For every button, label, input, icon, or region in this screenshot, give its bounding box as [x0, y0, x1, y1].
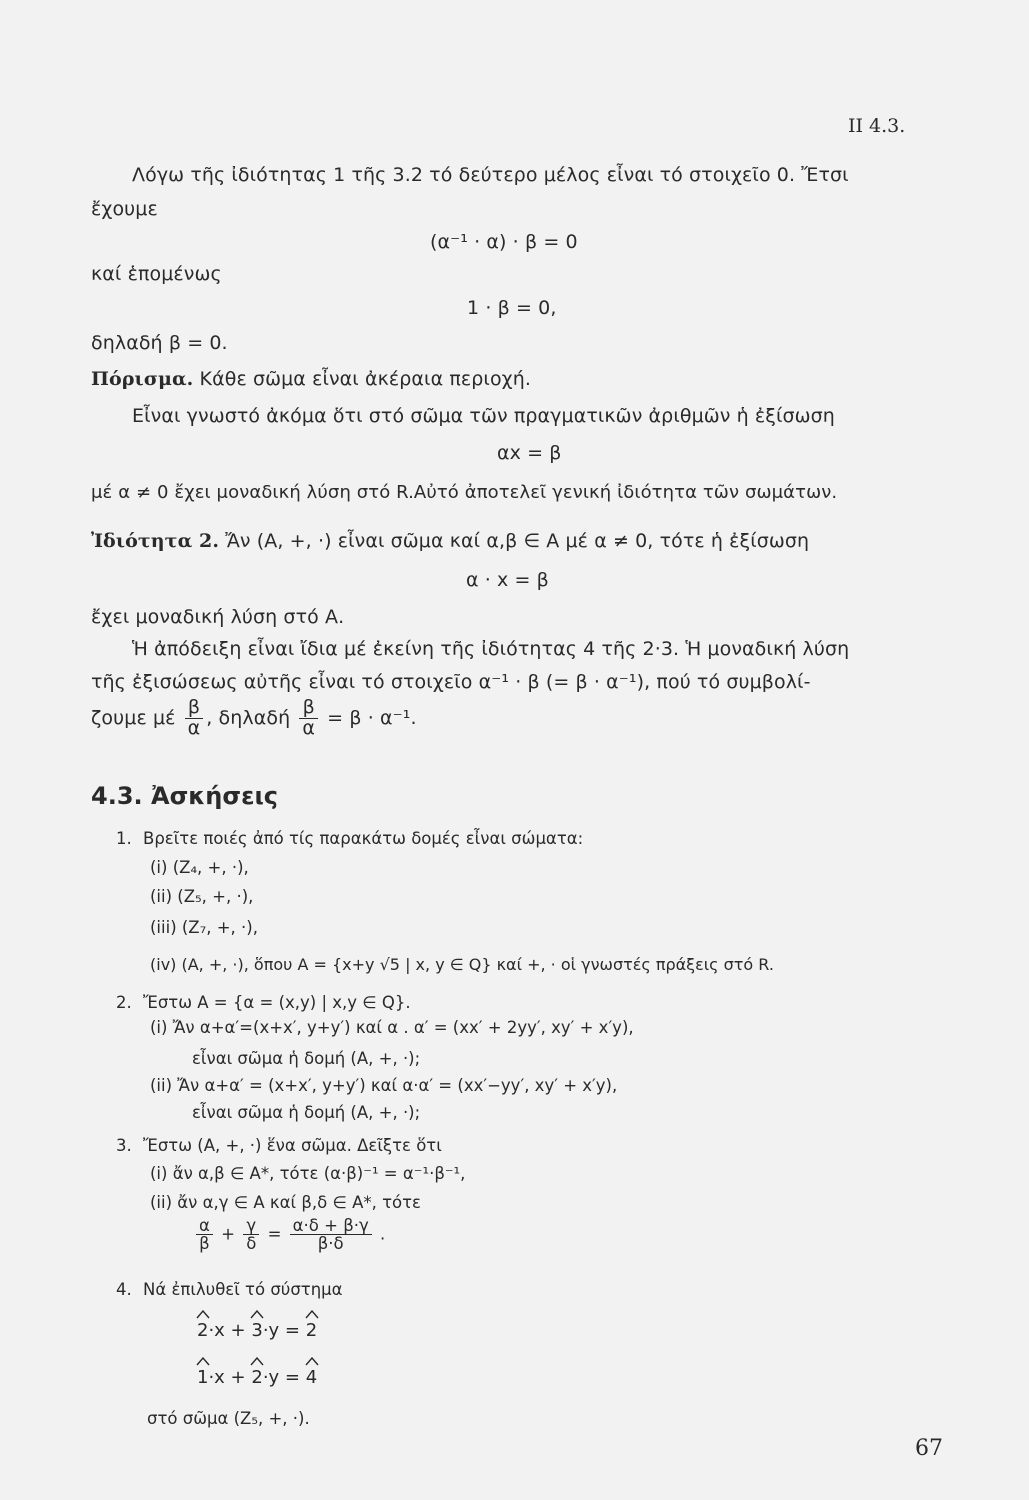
page-number: 67 [915, 1436, 943, 1461]
exercise-2-i-line-2: εἶναι σῶμα ἡ δομή (Α, +, ·); [192, 1049, 421, 1068]
exercise-1-item: (iii) (Z₇, +, ·), [150, 918, 258, 937]
property-2-equation: α · x = β [466, 569, 549, 591]
property-2-line-5: ζουμε μέ $\frac{\beta}{\alpha}$ , δηλαδή $\frac{\beta}{\alpha}$ = β · α⁻¹. [91, 696, 417, 739]
property-2-text: Ἄν (Α, +, ·) εἶναι σῶμα καί α,β ∈ Α μέ α ≠ 0, τότε ἡ ἐξίσωση [225, 530, 810, 552]
exercise-3-i: (i) ἄν α,β ∈ Α*, τότε (α·β)⁻¹ = α⁻¹·β⁻¹, [150, 1164, 466, 1183]
proof-line-4: δηλαδή β = 0. [91, 332, 228, 354]
section-title: 4.3. Ἀσκήσεις [91, 782, 279, 810]
proof-line-3: καί ἑπομένως [91, 263, 222, 285]
proof-line-2: ἔχουμε [91, 198, 158, 220]
exercise-number: 4. [116, 1280, 132, 1299]
exercise-3 [116, 1136, 442, 1155]
fraction-beta-over-alpha: $\frac{\beta}{\alpha}$ [185, 698, 204, 739]
exercise-2 [116, 993, 411, 1012]
property-2-line-3: Ἡ ἀπόδειξη εἶναι ἴδια μέ ἐκείνη τῆς ἰδιότητας 4 τῆς 2·3. Ἡ μοναδική λύση [132, 638, 850, 660]
running-head: II 4.3. [848, 115, 906, 137]
exercise-text: Ἔστω Α = {α = (x,y) | x,y ∈ Q}. [143, 993, 411, 1012]
proof-line-1: Λόγω τῆς ἰδιότητας 1 τῆς 3.2 τό δεύτερο μέλος εἶναι τό στοιχεῖο 0. Ἔτσι [132, 164, 849, 186]
fraction-beta-over-alpha-2: $\frac{\beta}{\alpha}$ [299, 698, 318, 739]
fraction-gamma-over-delta: $\frac{\gamma}{\delta}$ [243, 1217, 259, 1253]
exercise-2-ii-line-1: (ii) Ἄν α+α′ = (x+x′, y+y′) καί α·α′ = (xx′−yy′, xy′ + x′y), [150, 1076, 618, 1095]
exercise-2-i-line-1: (i) Ἄν α+α′=(x+x′, y+y′) καί α . α′ = (xx′ + 2yy′, xy′ + x′y), [150, 1018, 634, 1037]
exercise-text: Βρεῖτε ποιές ἀπό τίς παρακάτω δομές εἶναι σώματα: [143, 829, 584, 848]
exercise-1 [116, 829, 583, 848]
fraction-sum: $\frac{\alpha\cdot\delta + \beta\cdot\gamma}{\beta\cdot\delta}$ [290, 1217, 372, 1253]
exercise-3-formula: $\frac{\alpha}{\beta}$ + $\frac{\gamma}{\delta}$ = $\frac{\alpha\cdot\delta + \beta\cdot\gamma}{\beta\cdot\delta}$ . [193, 1217, 385, 1253]
property-2 [91, 530, 809, 552]
property-2-label: Ἰδιότητα 2. [91, 530, 220, 552]
exercise-number: 1. [116, 829, 132, 848]
property-2-line-4: τῆς ἐξισώσεως αὐτῆς εἶναι τό στοιχεῖο α⁻¹ · β (= β · α⁻¹), πού τό συμβολί- [91, 671, 811, 693]
exercise-2-ii-line-2: εἶναι σῶμα ἡ δομή (Α, +, ·); [192, 1103, 421, 1122]
fraction-alpha-over-beta: $\frac{\alpha}{\beta}$ [196, 1217, 213, 1253]
corollary [91, 368, 531, 390]
exercise-1-item: (iv) (Α, +, ·), ὅπου Α = {x+y √5 | x, y ∈ Q} καί +, · οἱ γνωστές πράξεις στό R. [150, 955, 774, 974]
corollary-line-2: μέ α ≠ 0 ἔχει μοναδική λύση στό R.Αὐτό ἀποτελεῖ γενική ἰδιότητα τῶν σωμάτων. [91, 482, 838, 503]
corollary-label: Πόρισμα. [91, 368, 194, 390]
corollary-text: Κάθε σῶμα εἶναι ἀκέραια περιοχή. [199, 368, 532, 390]
corollary-line-1: Εἶναι γνωστό ἀκόμα ὅτι στό σῶμα τῶν πραγματικῶν ἀριθμῶν ἡ ἐξίσωση [132, 405, 835, 427]
system-equation-1: 2·x + 3·y = 2 [197, 1312, 317, 1341]
exercise-3-ii: (ii) ἄν α,γ ∈ Α καί β,δ ∈ Α*, τότε [150, 1193, 421, 1212]
exercise-1-item: (i) (Z₄, +, ·), [150, 858, 249, 877]
exercise-text: Ἔστω (Α, +, ·) ἕνα σῶμα. Δεῖξτε ὅτι [143, 1136, 442, 1155]
corollary-equation: αx = β [497, 442, 562, 464]
property-2-line-2: ἔχει μοναδική λύση στό Α. [91, 606, 345, 628]
equation-2: 1 · β = 0, [467, 297, 557, 319]
exercise-text: Νά ἐπιλυθεῖ τό σύστημα [143, 1280, 343, 1299]
system-equation-2: 1·x + 2·y = 4 [197, 1359, 317, 1388]
exercise-number: 2. [116, 993, 132, 1012]
exercise-4-tail: στό σῶμα (Z₅, +, ·). [147, 1409, 310, 1428]
exercise-4 [116, 1280, 343, 1299]
equation-1: (α⁻¹ · α) · β = 0 [430, 231, 578, 253]
exercise-1-item: (ii) (Z₅, +, ·), [150, 887, 254, 906]
exercise-number: 3. [116, 1136, 132, 1155]
